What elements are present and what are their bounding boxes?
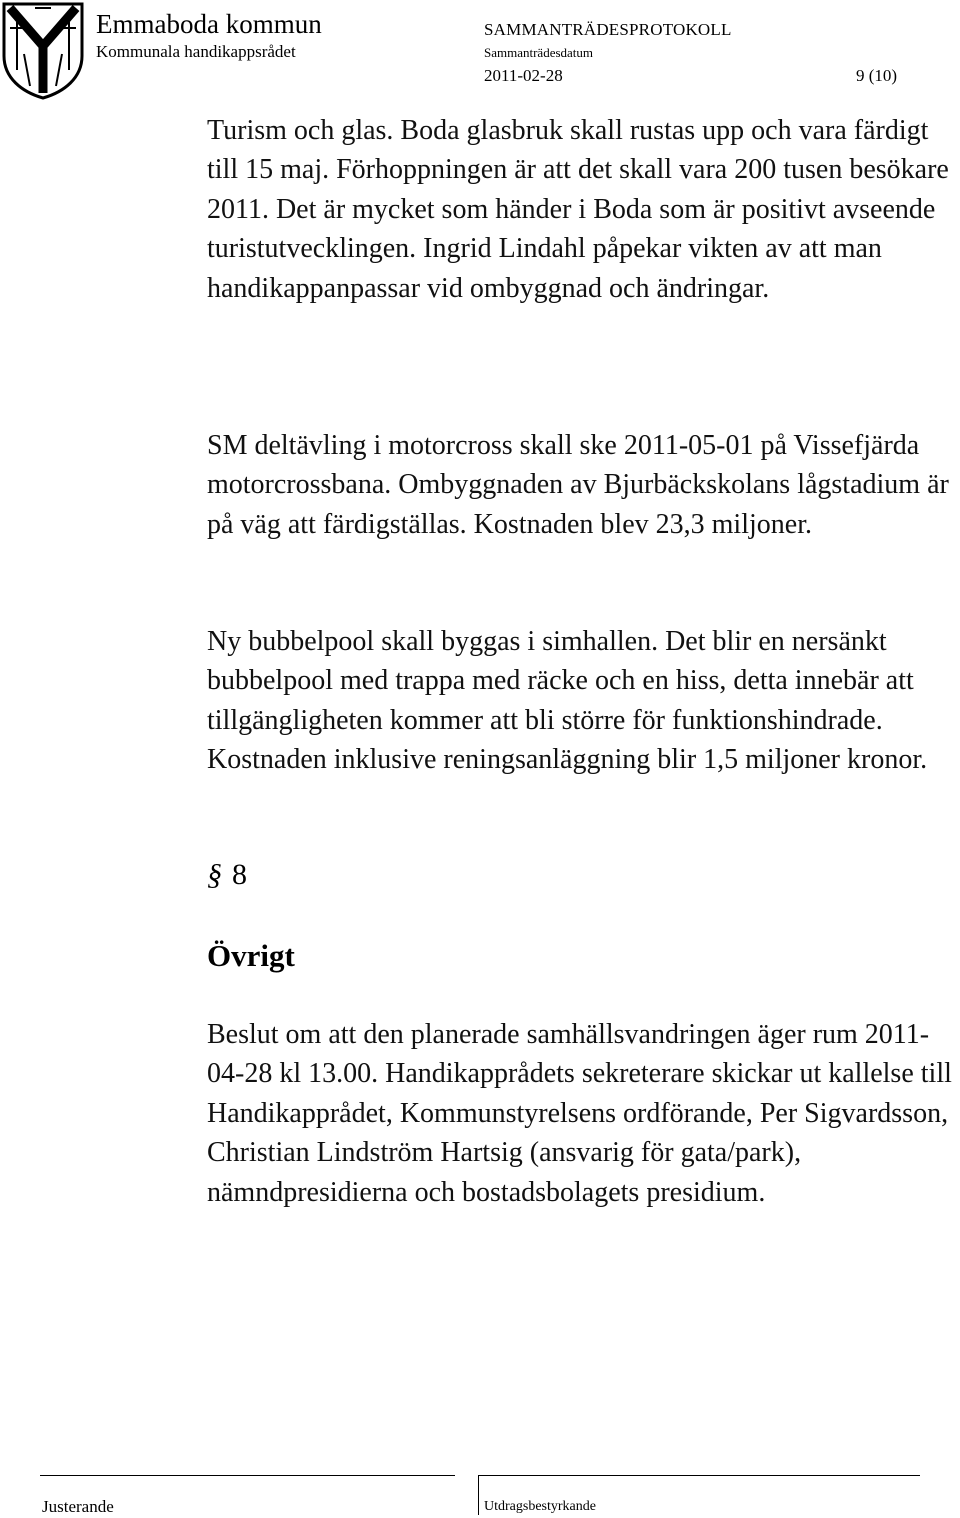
paragraph-text: Ny bubbelpool skall byggas i simhallen. Det blir en nersänkt bubbelpool med trappa med räcke och en hiss, detta innebär att tillgängligheten kommer att bli större för funktionshindrade. Kostnaden inklusive reningsanläggning blir 1,5 miljoner kronor.	[207, 626, 928, 776]
meeting-date-label: Sammanträdesdatum	[484, 45, 594, 60]
body-paragraph-bubblepool	[207, 622, 955, 780]
footer-signature-line-left	[40, 1475, 455, 1476]
organization-name: Emmaboda kommun	[96, 9, 322, 39]
section-sign: §	[207, 858, 222, 891]
body-paragraph-motorcross	[207, 426, 955, 544]
footer-divider	[478, 1475, 479, 1515]
meeting-date: 2011-02-28	[484, 66, 563, 85]
footer-label-utdragsbestyrkande: Utdragsbestyrkande	[484, 1499, 596, 1514]
section-number-value: 8	[232, 858, 247, 891]
paragraph-text: Turism och glas. Boda glasbruk skall rustas upp och vara färdigt till 15 maj. Förhoppningen är att det skall vara 200 tusen besökare 2011. Det är mycket som händer i Boda som är positivt avseende turistutvecklingen. Ingrid Lindahl påpekar vikten av att man handikappanpassar vid ombyggnad och ändringar.	[207, 115, 949, 304]
coat-of-arms-logo	[0, 0, 86, 100]
organization-subtitle: Kommunala handikappsrådet	[96, 42, 296, 61]
page-number: 9 (10)	[856, 66, 898, 85]
coat-of-arms-icon	[0, 0, 86, 100]
section-title: Övrigt	[207, 938, 295, 973]
section-number	[207, 855, 247, 895]
footer-label-justerande: Justerande	[42, 1497, 114, 1516]
section-paragraph	[207, 1015, 955, 1212]
document-type: SAMMANTRÄDESPROTOKOLL	[484, 20, 732, 39]
footer-signature-line-right	[478, 1475, 920, 1476]
paragraph-text: SM deltävling i motorcross skall ske 2011-05-01 på Vissefjärda motorcrossbana. Ombyggnaden av Bjurbäckskolans lågstadium är på väg att färdigställas. Kostnaden blev 23,3 miljoner.	[207, 430, 949, 540]
body-paragraph-tourism	[207, 111, 955, 308]
paragraph-text: Beslut om att den planerade samhällsvandringen äger rum 2011-04-28 kl 13.00. Handikapprådets sekreterare skickar ut kallelse till Handikapprådet, Kommunstyrelsens ordförande, Per Sigvardsson, Christian Lindström Hartsig (ansvarig för gata/park), nämndpresidierna och bostadsbolagets presidium.	[207, 1019, 952, 1208]
